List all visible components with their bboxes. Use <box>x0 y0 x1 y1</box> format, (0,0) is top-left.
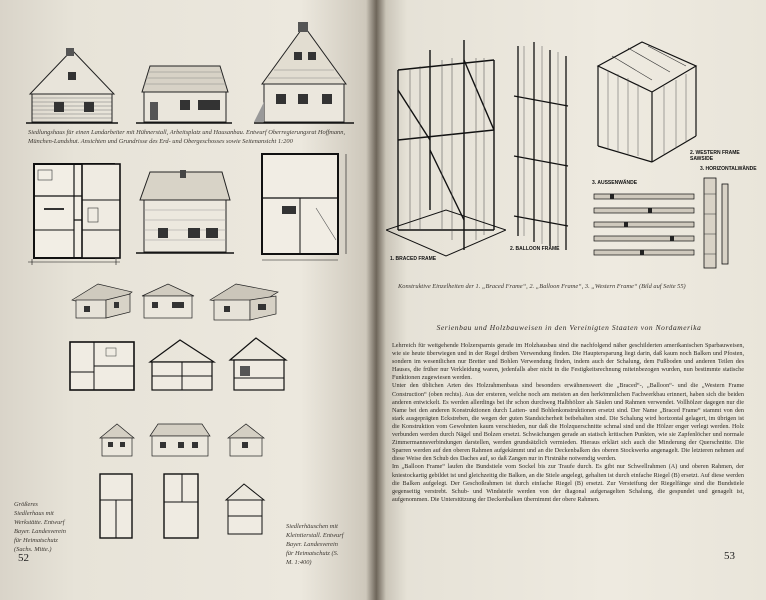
paragraph-2: Unter den üblichen Arten des Holzrahmenbaus sind besonders erwähnenswert die „Braced“-, „Balloon“- und die „Western Frame Construction“ (oben rechts). Aus der ersteren, welche noch am meisten an den herkömmlichen Fachwerkbau erinnert, haben sich die beiden anderen entwickelt. Es werden allerdings bei ihr schon durchweg Halbhölzer als Säulen und Rahmen verwendet. Vollhölzer dagegen nur die Name bei den anderen Konstruktionen durch Latten- und Bohlenkonstruktionen ersetzt sind. Der Name „Braced Frame“ stammt von den stark ausgeprägten Eckstreben, die wegen der guten Standsicherheit beibehalten sind. Die Schalung wird horizontal gelagert, im übrigen ist die Konstruktion vom Gewohnten kaum verschieden, nur daß die Holzquerschnitte schmal sind und die Hölzer enger verlegt werden. Holz verbunden werden durch Nägel und Bolzen ersetzt. Schwächungen gerade an statisch kritischen Punkten, wie sie Zapfenlöcher und normale Zimmermannsverbindungen darstellen, werden grundsätzlich vermieden. Hieraus erklärt sich auch die Minderung der Querschnitte. Die Sparren werden auf den oberen Rahmen aufgekämmt und an die Deckenbalken des oberen Stockwerks angenagelt. Die letzteren nehmen auf diese Weise den Schub des Daches auf, so daß Zangen nur in Firstnähe notwendig werden. <box>392 382 744 463</box>
caption-groesseres-siedlerhaus: Größeres Siedlerhaus mit Werkstätte. Entwurf Bayer. Landesverein für Heimatschutz (Sachs. Mitte.) <box>14 501 66 553</box>
section-heading: Serienbau und Holzbauweisen in den Vereinigten Staaten von Nordamerika <box>436 323 702 332</box>
label-braced-frame: 1. BRACED FRAME <box>390 256 437 262</box>
balloon-frame-drawing <box>510 36 572 264</box>
paragraph-3: Im „Balloon Frame“ laufen die Bundstiele vom Sockel bis zur Traufe durch. Es gibt nur Schwellrahmen (A) und oberen Rahmen, der kniestockartig gebildet ist und gleichzeitig die Balken, an die Stiele angelegt, gehalten ist durch einfache Riegel (B) ersetzt. Auf diese werden die Balken aufgelegt. Der Geschoßrahmen ist durch einfache Riegel (B) ersetzt. Zur Versteifung der Riegelfänge sind die Bundstiele gegenseitig verstrebt. Schub- und Windsteife werden von der diagonal aufgenagelten Schalung, die gespundet und genagelt ist, aufgenommen. Die Unterstützung der Deckenbalken übernimmt der obere Rahmen. <box>392 463 744 503</box>
western-frame-drawing <box>592 36 702 166</box>
article-body <box>392 342 744 504</box>
floor-plan-small-a <box>96 470 138 546</box>
caption-siedlerhaeuschen: Siedlerhäuschen mit Kleintierstall. Entwurf Bayer. Landesverein für Heimatschutz (S. M. 1:400) <box>286 523 344 566</box>
section-small <box>222 480 268 540</box>
floor-plan-small-b <box>160 470 204 546</box>
house-elevation-long-side <box>136 46 232 126</box>
braced-frame-drawing <box>386 30 506 266</box>
small-elevation-e <box>148 420 212 460</box>
small-house-perspective-c <box>206 278 282 324</box>
small-elevation-f <box>224 420 268 460</box>
house-elevation-side-plans <box>136 170 234 258</box>
aussenwaende-detail <box>590 188 696 270</box>
section-drawing-b <box>226 334 292 396</box>
horizontalwaende-detail <box>700 174 742 274</box>
section-drawing-a <box>144 336 220 396</box>
page-number-left: 52 <box>18 552 29 564</box>
left-page <box>0 0 376 600</box>
house-elevation-gable-rear <box>254 22 354 126</box>
caption-siedlungshaus: Siedlungshaus für einen Landarbeiter mit Hühnerstall, Arbeitsplatz und Hausanbau. Entwurf Oberregierungsrat Hoffmann, München-Landshut. Ansichten und Grundrisse des Erd- und Obergeschosses sowie Seitenansicht 1:200 <box>28 129 346 145</box>
paragraph-1: Lehrreich für weitgehende Holzersparnis gerade im Holzhausbau sind die nachfolgend näher geschilderten amerikanischen Sparbauweisen, wie sie heute überwiegen und in der Regel drüben Verwendung finden. Die Hauptersparung liegt darin, daß kaum noch Balken und Pfosten, sondern im wesentlichen nur Bretter und Bohlen Verwendung finden, indem auch der Schalung, dem Fußboden und anderen Teilen des Hauses, die früher nur Verkleidung waren, jedenfalls aber nicht in die Festigkeitsrechnung miteinbezogen wurden, nun bestimmte statische Funktionen zugewiesen werden. <box>392 342 744 382</box>
small-house-perspective-b <box>140 280 196 322</box>
label-horizontalwaende: 3. HORIZONTALWÄNDE <box>700 166 757 172</box>
book-gutter <box>366 0 386 600</box>
label-aussenwaende: 3. AUSSENWÄNDE <box>592 180 638 186</box>
floor-plan-right <box>256 150 354 266</box>
floor-plan-large-siedlerhaus <box>66 338 140 396</box>
label-western-frame: 2. WESTERN FRAME SAWSIDE <box>690 150 740 162</box>
figure-caption-frames: Konstruktive Einzelheiten der 1. „Braced Frame“, 2. „Balloon Frame“, 3. „Western Frame“ (Bild auf Seite 55) <box>398 283 686 290</box>
page-number-right: 53 <box>724 550 735 562</box>
small-house-perspective-a <box>68 280 136 322</box>
house-elevation-gable-front <box>26 46 118 126</box>
right-page <box>376 0 766 600</box>
small-elevation-d <box>96 420 138 460</box>
floor-plan-upper <box>80 160 124 266</box>
label-balloon-frame: 2. BALLOON FRAME <box>510 246 560 252</box>
